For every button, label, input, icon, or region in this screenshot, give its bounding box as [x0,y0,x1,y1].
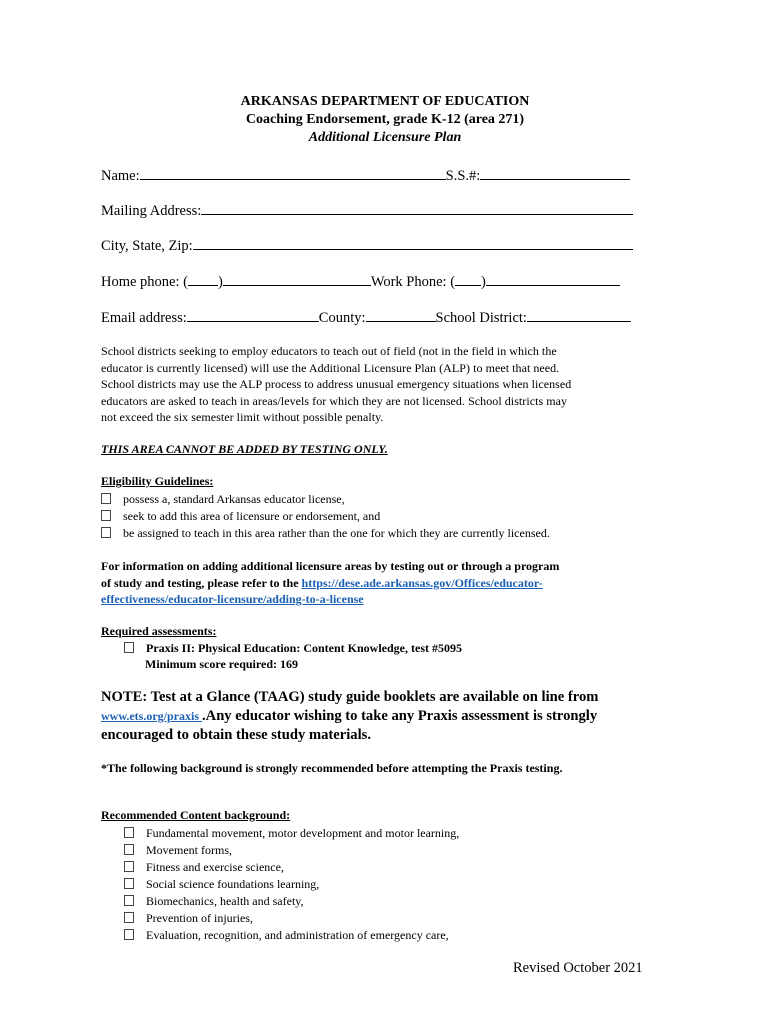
city-input-line[interactable] [193,236,633,250]
info-block [101,558,559,608]
info-line-1: For information on adding additional licensure areas by testing out or through a program [101,559,560,573]
eligibility-heading: Eligibility Guidelines: [101,474,214,488]
mailing-label: Mailing Address: [101,203,202,219]
intro-line: School districts seeking to employ educators to teach out of field (not in the field in which the [101,344,557,358]
city-label: City, State, Zip: [101,238,193,254]
county-input-line[interactable] [366,308,436,322]
note-line-3: encouraged to obtain these study materials. [101,727,371,743]
list-item [101,525,550,542]
name-label: Name: [101,168,140,184]
assessment-test [124,641,462,656]
info-line-2 [101,575,559,592]
content-item-text: Movement forms, [146,843,232,857]
content-item-text: Fitness and exercise science, [146,860,284,874]
checkbox-icon[interactable] [101,493,111,504]
district-input-line[interactable] [527,308,631,322]
assessment-test-text: Praxis II: Physical Education: Content Knowledge, test #5095 [146,641,462,655]
list-item [101,508,550,525]
name-row [101,166,630,185]
county-label: County: [318,310,366,326]
list-item [124,876,459,893]
name-input-line[interactable] [140,166,446,180]
intro-paragraph [101,343,571,426]
content-item-text: Fundamental movement, motor development and motor learning, [146,826,460,840]
checkbox-icon[interactable] [124,912,134,923]
phone-row [101,272,620,291]
list-item [101,491,550,508]
list-item [124,859,459,876]
note-line-1: NOTE: Test at a Glance (TAAG) study guide booklets are available on line from [101,689,599,705]
content-item-text: Biomechanics, health and safety, [146,894,304,908]
dese-link-part-1[interactable]: https://dese.ade.arkansas.gov/Offices/educator- [301,575,543,590]
testing-warning: THIS AREA CANNOT BE ADDED BY TESTING ONLY. [101,442,388,456]
checkbox-icon[interactable] [124,878,134,889]
minimum-score: Minimum score required: 169 [145,657,298,671]
list-item [124,893,459,910]
info-prefix: of study and testing, please refer to the [101,575,302,590]
agency-title: ARKANSAS DEPARTMENT OF EDUCATION [240,94,530,109]
mailing-input-line[interactable] [201,201,633,215]
home-close-paren: ) [217,274,223,290]
intro-line: educator is currently licensed) will use the Additional Licensure Plan (ALP) to meet that need. [101,360,560,375]
list-item [124,825,459,842]
note-line-2 [101,708,597,725]
revision-date: Revised October 2021 [513,960,643,976]
work-phone-label: Work Phone: ( [370,274,456,290]
intro-line: School districts may use the ALP process to address unusual emergency situations when licensed [101,377,572,392]
list-item [124,927,459,944]
checkbox-icon[interactable] [101,510,111,521]
note-line-2-text: .Any educator wishing to take any Praxis assessment is strongly [202,708,598,724]
email-label: Email address: [101,310,187,326]
list-item [124,842,459,859]
ets-praxis-link[interactable]: www.ets.org/praxis [101,709,202,723]
content-item-text: Social science foundations learning, [146,877,320,891]
checkbox-icon[interactable] [124,929,134,940]
home-phone-input-line[interactable] [223,272,371,286]
ssn-label: S.S.#: [445,168,481,184]
email-input-line[interactable] [187,308,319,322]
content-item-text: Prevention of injuries, [146,911,253,925]
content-background-heading: Recommended Content background: [101,808,291,822]
dese-link-part-2[interactable]: effectiveness/educator-licensure/adding-to-a-license [101,592,364,606]
checkbox-icon[interactable] [124,827,134,838]
work-phone-input-line[interactable] [486,272,620,286]
home-phone-label: Home phone: ( [101,274,188,290]
content-background-list [124,825,459,944]
work-area-code-line[interactable] [455,272,481,286]
home-area-code-line[interactable] [188,272,218,286]
list-item [124,910,459,927]
checkbox-icon[interactable] [101,527,111,538]
checkbox-icon[interactable] [124,895,134,906]
email-row [101,308,631,327]
city-row [101,236,633,255]
intro-line: not exceed the six semester limit without possible penalty. [101,410,384,425]
intro-line: educators are asked to teach in areas/levels for which they are not licensed. School districts may [101,393,568,408]
assessments-heading: Required assessments: [101,624,217,638]
eligibility-item-text: possess a, standard Arkansas educator license, [123,492,345,506]
work-close-paren: ) [481,274,486,290]
eligibility-list [101,491,550,542]
document-subtitle: Additional Licensure Plan [308,130,462,145]
background-note: *The following background is strongly recommended before attempting the Praxis testing. [101,761,563,775]
ssn-input-line[interactable] [480,166,630,180]
eligibility-item-text: seek to add this area of licensure or endorsement, and [123,509,381,523]
checkbox-icon[interactable] [124,642,134,653]
checkbox-icon[interactable] [124,844,134,855]
eligibility-item-text: be assigned to teach in this area rather than the one for which they are currently licensed. [123,526,550,540]
checkbox-icon[interactable] [124,861,134,872]
district-label: School District: [435,310,527,326]
mailing-row [101,201,633,220]
content-item-text: Evaluation, recognition, and administration of emergency care, [146,928,449,942]
document-title: Coaching Endorsement, grade K-12 (area 271) [245,112,525,127]
